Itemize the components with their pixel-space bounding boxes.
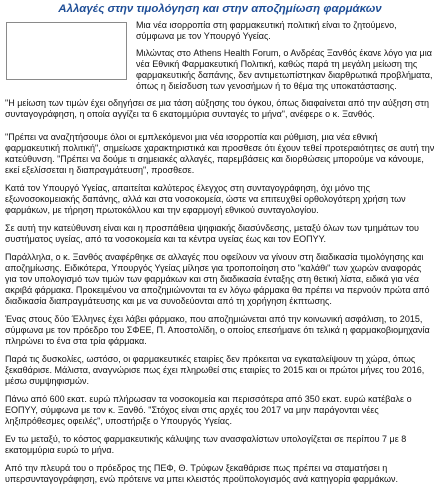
article-paragraph: Παράλληλα, ο κ. Ξανθός αναφέρθηκε σε αλλαγές που οφείλουν να γίνουν στη διαδικασία τιμολόγησης και αποζημίωσης. Ειδικότερα, Υπουργός Υγείας μίλησε για τροποποίηση στο "καλάθι" των χωρών αναφοράς για τον υπολογισμό των τιμών των φαρμάκων και στη διαδικασία ένταξης στη θετική λίστα, ειδικά για νέα ακριβά φάρμακα. Προκειμένου να αποζημιώνονται τα εν λόγω φάρμακα θα πρέπει να περνούν πρώτα από διαδικασία διαπραγμάτευσης και με να συνοδεύονται από τη χορήγηση έκπτωσης.: [5, 252, 430, 306]
article-paragraph: Παρά τις δυσκολίες, ωστόσο, οι φαρμακευτικές εταιρίες δεν πρόκειται να εγκαταλείψουν τη χώρα, όπως ξεκαθάρισε. Μάλιστα, αναγνώρισε πως έχει πληρωθεί στις εταιρίες το 2015 και οι πρώτοι μήνες του 2016, μέσω συμψηφισμών.: [5, 354, 425, 386]
article-lead: [5, 20, 435, 98]
lead-paragraph: Μιλώντας στο Athens Health Forum, ο Ανδρέας Ξανθός έκανε λόγο για μια νέα Εθνική Φαρμακευτική Πολιτική, καθώς παρά τη μεγάλη μείωση της φαρμακευτικής δαπάνης, δεν αντιμετωπίστηκαν διαρθρωτικά προβλήματα, όπως η διείσδυση των γενοσήμων ή το θέμα της υποκατάστασης.: [136, 48, 433, 91]
article-paragraph: Σε αυτή την κατεύθυνση είναι και η προσπάθεια ψηφιακής διασύνδεσης, μεταξύ όλων των τμημάτων του συστήματος υγείας, από τα νοσοκομεία και τα κέντρα υγείας έως και τον ΕΟΠΥΥ.: [5, 223, 419, 244]
article-image-placeholder: [6, 22, 127, 80]
article-lead-text: [136, 20, 435, 98]
article-paragraph: Κατά τον Υπουργό Υγείας, απαιτείται καλύτερος έλεγχος στη συνταγογράφηση, όχι μόνο της εξωνοσοκομειακής δαπάνης, αλλά και στα νοσοκομεία, ώστε να επιτευχθεί ορθολογότερη χρήση των φαρμάκων, με τήρηση πρωτοκόλλου και την εφαρμογή εθνικού συνταγολογίου.: [5, 183, 406, 215]
article-paragraph: "Η μείωση των τιμών έχει οδηγήσει σε μια τάση αύξησης του όγκου, όπως διαφαίνεται από την αύξηση στη συνταγογράφηση, η οποία αγγίζει τα 6 εκατομμύρια συνταγές το μήνα", ανέφερε ο κ. Ξανθός.: [5, 98, 429, 119]
article-paragraph: Εν τω μεταξύ, το κόστος φαρμακευτικής κάλυψης των ανασφαλίστων υπολογίζεται σε περίπου 7 με 8 εκατομμύρια ευρώ το μήνα.: [5, 434, 407, 455]
article: [0, 2, 440, 489]
article-paragraph: "Πρέπει να αναζητήσουμε όλοι οι εμπλεκόμενοι μια νέα ισορροπία και ρύθμιση, μια νέα εθνική φαρμακευτική πολιτική", σημείωσε χαρακτηριστικά και προσθεσε ότι έχουν τεθεί προτεραιότητες σε αυτή την κατεύθυνση. "Πρέπει να δούμε τι σημειακές αλλαγές, παρεμβάσεις και διορθώσεις μπορούμε να κάνουμε, εκεί εξελίσσεται η διαπραγμάτευση", προσθεσε.: [5, 132, 435, 175]
article-paragraph: Από την πλευρά του ο πρόεδρος της ΠΕΦ, Θ. Τρύφων ξεκαθάρισε πως πρέπει να σταματήσει η υπερσυνταγογράφηση, ενώ πρότεινε να μπει κλειστός προϋπολογισμός ανά κατηγορία φαρμάκων.: [5, 463, 398, 484]
article-paragraph: Ένας στους δύο Έλληνες έχει λάβει φάρμακο, που αποζημιώνεται από την κοινωνική ασφάλιση, το 2015, σύμφωνα με τον πρόεδρο του ΣΦΕΕ, Π. Αποστολίδη, ο οποίος επεσήμανε ότι τελικά η φαρμακοβιομηχανία πληρώνει το ένα στα τρία φάρμακα.: [5, 314, 430, 346]
article-headline: Αλλαγές στην τιμολόγηση και στην αποζημίωση φαρμάκων: [58, 3, 382, 15]
lead-paragraph: Μια νέα ισορροπία στη φαρμακευτική πολιτική είναι το ζητούμενο, σύμφωνα με τον Υπουργό Υγείας.: [136, 20, 397, 41]
article-paragraph: Πάνω από 600 εκατ. ευρώ πλήρωσαν τα νοσοκομεία και περισσότερα από 350 εκατ. ευρώ κατέβαλε ο ΕΟΠΥΥ, σύμφωνα με τον κ. Ξανθό. "Στόχος είναι στις αρχές του 2017 να μην παράγονται νέες ληξιπρόθεσμες οφειλές", υποστήριξε ο Υπουργός Υγείας.: [5, 394, 412, 426]
